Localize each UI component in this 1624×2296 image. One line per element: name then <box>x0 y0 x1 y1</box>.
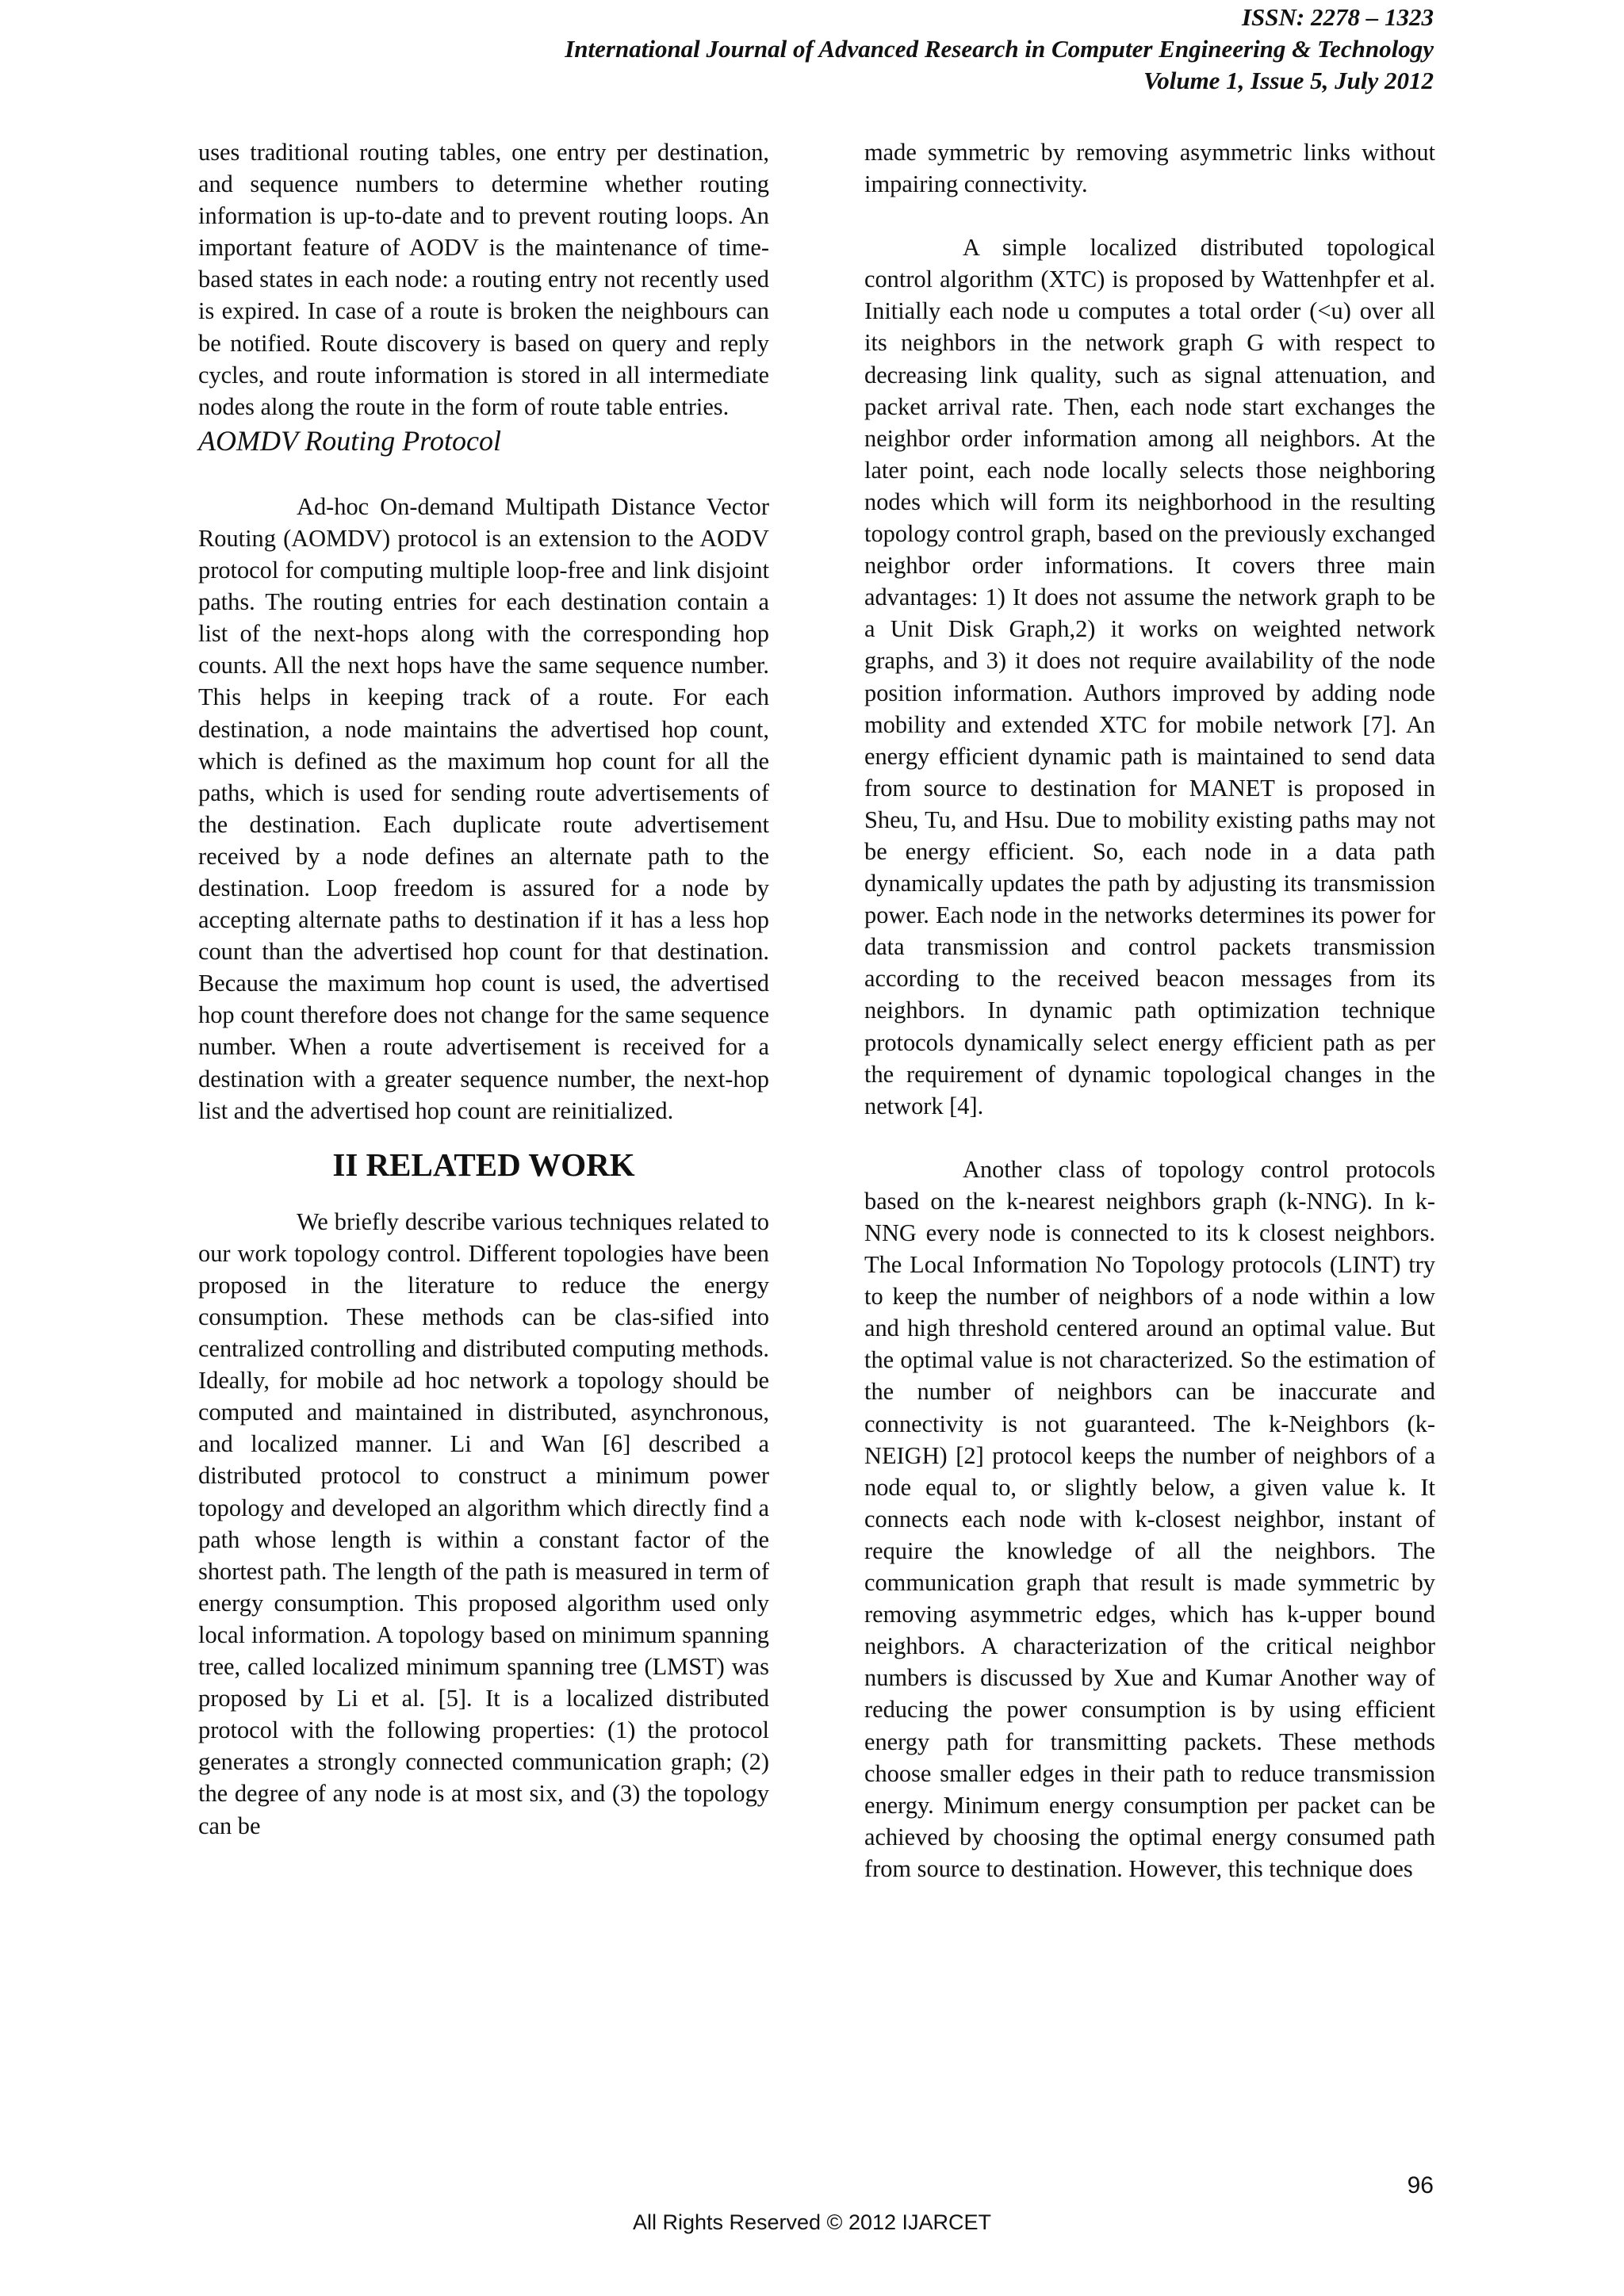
paragraph-knng: Another class of topology control protocols based on the k-nearest neighbors graph (k-NNG). In k-NNG every node is connected to its k closest neighbors. The Local Information No Topology protocols (LINT) try to keep the number of neighbors of a node within a low and high threshold centered around an optimal value. But the optimal value is not characterized. So the estimation of the number of neighbors can be inaccurate and connectivity is not guaranteed. The k-Neighbors (k-NEIGH) [2] protocol keeps the number of neighbors of a node equal to, or slightly below, a given value k. It connects each node with k-closest neighbor, instant of require the knowledge of all the neighbors. The communication graph that result is made symmetric by removing asymmetric edges, which has k-upper bound neighbors. A characterization of the critical neighbor numbers is discussed by Xue and Kumar Another way of reducing the power consumption is by using efficient energy path for transmitting packets. These methods choose smaller edges in their path to reduce transmission energy. Minimum energy consumption per packet can be achieved by choosing the optimal energy consumed path from source to destination. However, this technique does <box>864 1155 1435 1882</box>
section-title-related-work: II RELATED WORK <box>332 1146 635 1183</box>
issn: ISSN: 2278 – 1323 <box>1241 3 1434 31</box>
left-column <box>198 136 769 1842</box>
journal-name: International Journal of Advanced Research in Computer Engineering & Technology <box>565 35 1434 63</box>
subheading-aomdv: AOMDV Routing Protocol <box>198 424 501 457</box>
right-column <box>864 136 1435 1885</box>
volume-issue: Volume 1, Issue 5, July 2012 <box>1143 67 1434 94</box>
paragraph-symmetric: made symmetric by removing asymmetric links without impairing connectivity. <box>864 139 1435 198</box>
paragraph-aomdv: Ad-hoc On-demand Multipath Distance Vector Routing (AOMDV) protocol is an extension to the AODV protocol for computing multiple loop-free and link disjoint paths. The routing entries for each destination contain a list of the next-hops along with the corresponding hop counts. All the next hops have the same sequence number. This helps in keeping track of a route. For each destination, a node maintains the advertised hop count, which is defined as the maximum hop count for all the paths, which is used for sending route advertisements of the destination. Each duplicate route advertisement received by a node defines an alternate path to the destination. Loop freedom is assured for a node by accepting alternate paths to destination if it has a less hop count than the advertised hop count for that destination. Because the maximum hop count is used, the advertised hop count therefore does not change for the same sequence number. When a route advertisement is received for a destination with a greater sequence number, the next-hop list and the advertised hop count are reinitialized. <box>198 492 769 1124</box>
journal-header <box>565 2 1434 97</box>
page-number: 96 <box>1407 2172 1434 2198</box>
paragraph-xtc: A simple localized distributed topological control algorithm (XTC) is proposed by Wattenhpfer et al. Initially each node u computes a total order (<u) over all its neighbors in the network graph G with respect to decreasing link quality, such as signal attenuation, and packet arrival rate. Then, each node start exchanges the neighbor order information among all neighbors. At the later point, each node locally selects those neighboring nodes which will form its neighborhood in the resulting topology control graph, based on the previously exchanged neighbor order informations. It covers three main advantages: 1) It does not assume the network graph to be a Unit Disk Graph,2) it works on weighted network graphs, and 3) it does not require availability of the node position information. Authors improved by adding node mobility and extended XTC for mobile network [7]. An energy efficient dynamic path is maintained to send data from source to destination for MANET is proposed in Sheu, Tu, and Hsu. Due to mobility existing paths may not be energy efficient. So, each node in a data path dynamically updates the path by adjusting its transmission power. Each node in the networks determines its power for data transmission and control packets transmission according to the received beacon messages from its neighbors. In dynamic path optimization technique protocols dynamically select energy efficient path as per the requirement of dynamic topological changes in the network [4]. <box>864 234 1435 1119</box>
paragraph-aodv: uses traditional routing tables, one entry per destination, and sequence numbers to determine whether routing information is up-to-date and to prevent routing loops. An important feature of AODV is the maintenance of time-based states in each node: a routing entry not recently used is expired. In case of a route is broken the neighbours can be notified. Route discovery is based on query and reply cycles, and route information is stored in all intermediate nodes along the route in the form of route table entries. <box>198 139 769 420</box>
paragraph-related-work: We briefly describe various techniques related to our work topology control. Different topologies have been proposed in the literature to reduce the energy consumption. These methods can be clas-sified into centralized controlling and distributed computing methods. Ideally, for mobile ad hoc network a topology should be computed and maintained in distributed, asynchronous, and localized manner. Li and Wan [6] described a distributed protocol to construct a minimum power topology and developed an algorithm which directly find a path whose length is within a constant factor of the shortest path. The length of the path is measured in term of energy consumption. This proposed algorithm used only local information. A topology based on minimum spanning tree, called localized minimum spanning tree (LMST) was proposed by Li et al. [5]. It is a localized distributed protocol with the following properties: (1) the protocol generates a strongly connected communication graph; (2) the degree of any node is at most six, and (3) the topology can be <box>198 1207 769 1839</box>
footer-copyright: All Rights Reserved © 2012 IJARCET <box>632 2210 992 2234</box>
